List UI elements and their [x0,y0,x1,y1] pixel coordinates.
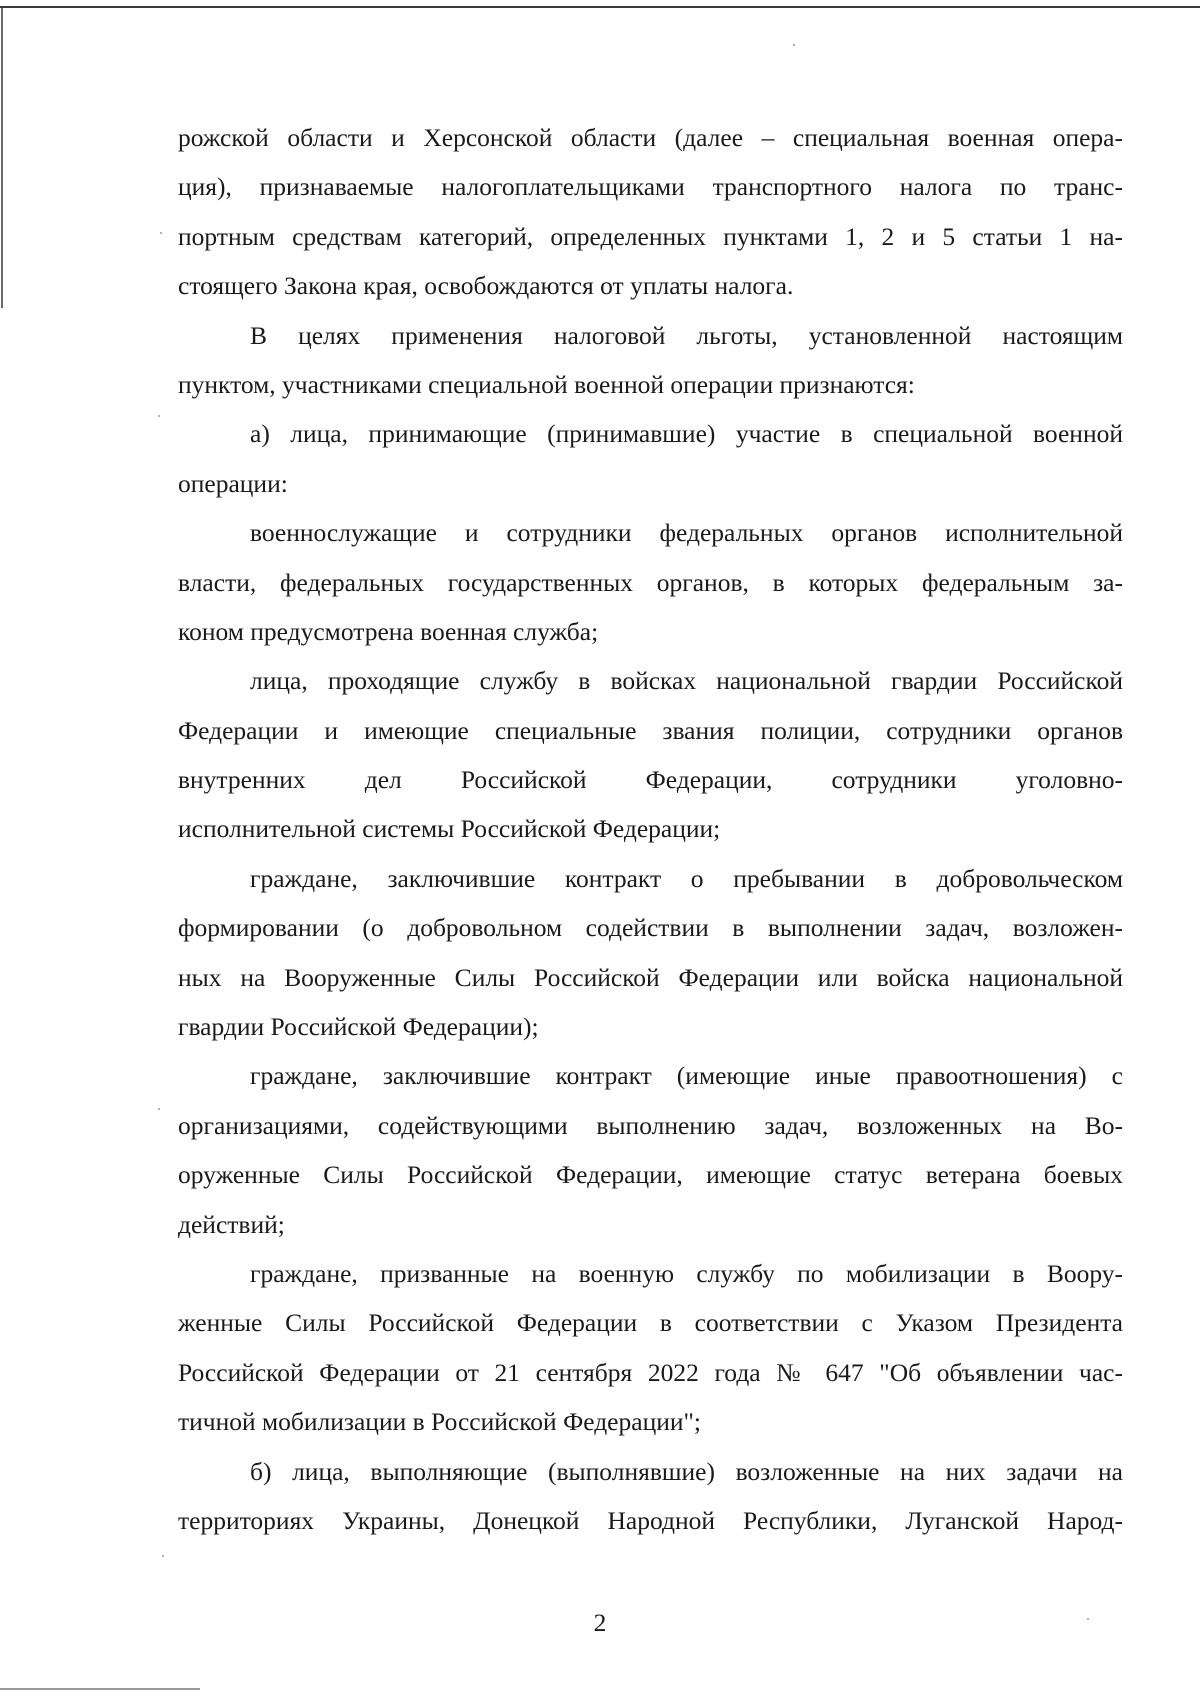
text-line: рожской области и Херсонской области (далее – специальная военная опера- [178,123,1123,152]
text-line: организациями, содействующими выполнению задач, возложенных на Во- [178,1110,1123,1140]
text-line: тичной мобилизации в Российской Федерации"; [178,1407,701,1437]
text-line: граждане, заключившие контракт (имеющие иные правоотношения) с [250,1061,1123,1091]
text-line: внутренних дел Российской Федерации, сотрудники уголовно- [178,765,1123,795]
scan-left-edge [1,8,3,308]
text-line: военнослужащие и сотрудники федеральных органов исполнительной [250,518,1123,548]
scan-speck [793,44,795,46]
text-line: коном предусмотрена военная служба; [178,616,599,646]
text-line: граждане, заключившие контракт о пребывании в добровольческом [250,863,1123,893]
scan-speck [160,232,162,234]
text-line: исполнительной системы Российской Федерации; [178,814,721,844]
text-line: стоящего Закона края, освобождаются от уплаты налога. [178,271,794,301]
text-line: б) лица, выполняющие (выполнявшие) возложенные на них задачи на [250,1456,1123,1486]
text-line: Федерации и имеющие специальные звания полиции, сотрудники органов [178,715,1123,745]
scan-top-edge [0,6,1200,8]
text-line: пунктом, участниками специальной военной операции признаются: [178,369,915,399]
text-line: ных на Вооруженные Силы Российской Федерации или войска национальной [178,962,1123,992]
text-line: территориях Украины, Донецкой Народной Республики, Луганской Народ- [178,1505,1123,1535]
text-line: портным средствам категорий, определенных пунктами 1, 2 и 5 статьи 1 на- [178,221,1123,251]
scan-speck [162,1555,164,1557]
text-line: формировании (о добровольном содействии в выполнении задач, возложен- [178,913,1123,943]
text-line: действий; [178,1209,285,1239]
text-line: оруженные Силы Российской Федерации, имеющие статус ветерана боевых [178,1160,1123,1190]
document-body-text [178,113,1123,1545]
scan-bottom-edge [0,1688,200,1690]
text-line: женные Силы Российской Федерации в соответствии с Указом Президента [178,1308,1123,1338]
text-line: В целях применения налоговой льготы, установленной настоящим [250,320,1123,350]
text-line: ция), признаваемые налогоплательщиками транспортного налога по транс- [178,172,1123,202]
text-line: а) лица, принимающие (принимавшие) участие в специальной военной [250,419,1123,449]
text-line: Российской Федерации от 21 сентября 2022 года № 647 "Об объявлении час- [178,1357,1123,1387]
text-line: операции: [178,468,288,498]
text-line: гвардии Российской Федерации); [178,1012,539,1042]
page-number: 2 [593,1608,607,1637]
scan-speck [158,415,160,417]
scan-speck [158,1108,160,1110]
text-line: граждане, призванные на военную службу по мобилизации в Воору- [250,1258,1123,1288]
text-line: власти, федеральных государственных органов, в которых федеральным за- [178,567,1123,597]
text-line: лица, проходящие службу в войсках национальной гвардии Российской [250,666,1123,696]
